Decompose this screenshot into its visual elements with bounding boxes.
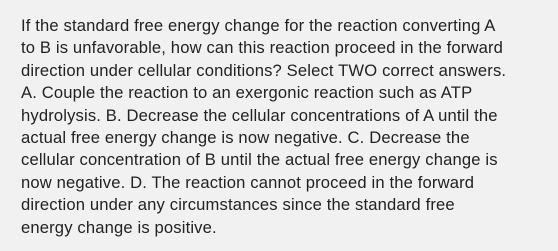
question-line: now negative. D. The reaction cannot proceed in the forward xyxy=(21,172,475,192)
question-line: A. Couple the reaction to an exergonic reaction such as ATP xyxy=(21,83,473,103)
question-line: to B is unfavorable, how can this reaction proceed in the forward xyxy=(21,38,504,58)
question-line: energy change is positive. xyxy=(21,217,217,237)
question-line: actual free energy change is now negative. C. Decrease the xyxy=(21,128,470,148)
question-text xyxy=(21,15,541,239)
question-line: If the standard free energy change for the reaction converting A xyxy=(21,16,496,35)
question-line: cellular concentration of B until the actual free energy change is xyxy=(21,150,498,170)
question-line: direction under any circumstances since the standard free xyxy=(21,195,455,215)
question-line: hydrolysis. B. Decrease the cellular concentrations of A until the xyxy=(21,105,498,125)
question-line: direction under cellular conditions? Select TWO correct answers. xyxy=(21,60,507,80)
